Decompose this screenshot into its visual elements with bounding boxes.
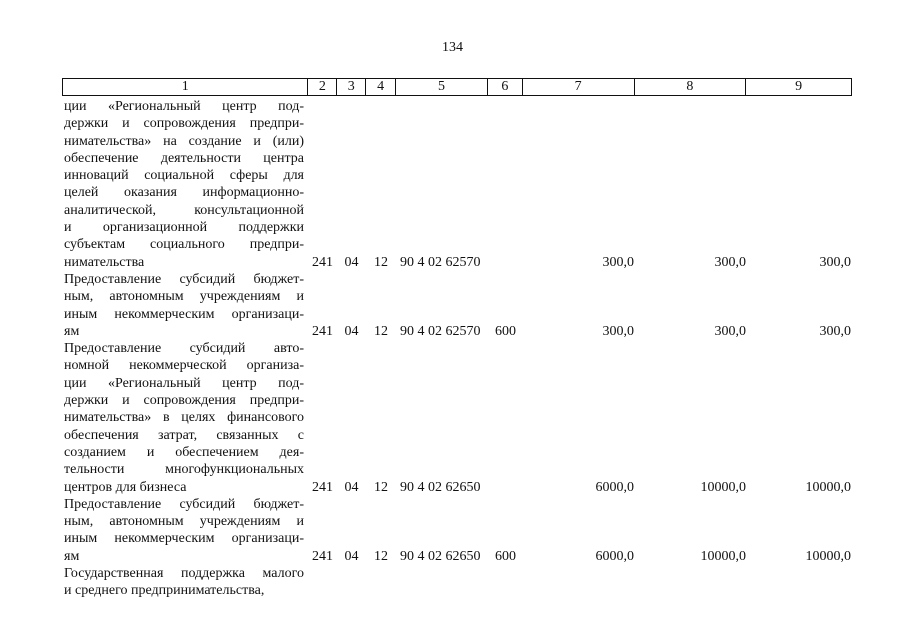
- row-description: [62, 98, 308, 271]
- header-col-7: 7: [523, 79, 635, 95]
- description-line: иным некоммерческим организаци-: [64, 531, 304, 547]
- header-col-9: 9: [795, 79, 803, 94]
- description-line: держки и сопровождения предпри-: [64, 116, 304, 132]
- description-line: Предоставление субсидий авто-: [64, 341, 304, 357]
- table-row: [62, 271, 852, 340]
- cell-col-9: 300,0: [819, 323, 851, 339]
- cell-col-4: 12: [374, 323, 388, 339]
- description-line: обеспечения затрат, связанных с: [64, 427, 304, 443]
- description-line: субъектам социального предпри-: [64, 237, 304, 253]
- cell-col-4: 12: [374, 548, 388, 564]
- description-line: иным некоммерческим организаци-: [64, 306, 304, 322]
- table-row: [62, 98, 852, 271]
- description-line: обеспечение деятельности центра: [64, 150, 304, 166]
- cell-col-7: 300,0: [602, 323, 634, 339]
- description-line: и среднего предпринимательства,: [64, 583, 265, 599]
- description-line: ным, автономным учреждениям и: [64, 289, 304, 305]
- row-description: [62, 565, 308, 600]
- cell-col-5: 90 4 02 62570: [400, 254, 481, 270]
- cell-col-3: 04: [344, 323, 359, 339]
- table-header: [62, 78, 852, 96]
- description-line: центров для бизнеса: [64, 479, 187, 495]
- description-line: нимательства» в целях финансового: [64, 410, 304, 426]
- cell-col-2: 241: [312, 479, 333, 495]
- header-col-8: 8: [635, 79, 747, 95]
- cell-col-9: 10000,0: [805, 548, 851, 564]
- cell-col-2: 241: [312, 548, 333, 564]
- cell-col-8: 10000,0: [700, 479, 746, 495]
- description-line: ции «Региональный центр под-: [64, 375, 304, 391]
- description-line: Предоставление субсидий бюджет-: [64, 271, 304, 287]
- header-col-5: 5: [396, 79, 488, 95]
- description-line: аналитической, консультационной: [64, 202, 304, 218]
- description-line: ным, автономным учреждениям и: [64, 514, 304, 530]
- page-number: 134: [442, 40, 463, 55]
- cell-col-2: 241: [312, 323, 333, 339]
- description-line: ям: [64, 323, 80, 339]
- cell-col-6: 600: [495, 323, 516, 339]
- cell-col-8: 300,0: [714, 323, 746, 339]
- cell-col-7: 300,0: [602, 254, 634, 270]
- description-line: целей оказания информационно-: [64, 185, 304, 201]
- cell-col-5: 90 4 02 62650: [400, 548, 481, 564]
- cell-col-7: 6000,0: [595, 479, 634, 495]
- description-line: тельности многофункциональных: [64, 462, 304, 478]
- header-col-2: 2: [308, 79, 337, 95]
- cell-col-6: 600: [495, 548, 516, 564]
- table-body: [62, 98, 852, 600]
- cell-col-5: 90 4 02 62650: [400, 479, 481, 495]
- row-description: [62, 271, 308, 340]
- cell-col-2: 241: [312, 254, 333, 270]
- description-line: ям: [64, 548, 80, 564]
- table-row: [62, 496, 852, 565]
- cell-col-4: 12: [374, 254, 388, 270]
- table-row: [62, 565, 852, 600]
- header-col-6: 6: [488, 79, 523, 95]
- cell-col-4: 12: [374, 479, 388, 495]
- description-line: нимательства» на создание и (или): [64, 133, 304, 149]
- cell-col-8: 300,0: [714, 254, 746, 270]
- cell-col-9: 300,0: [819, 254, 851, 270]
- description-line: Государственная поддержка малого: [64, 566, 304, 582]
- header-col-4: 4: [366, 79, 396, 95]
- description-line: нимательства: [64, 254, 145, 270]
- cell-col-3: 04: [344, 479, 359, 495]
- cell-col-3: 04: [344, 254, 359, 270]
- row-description: [62, 340, 308, 496]
- cell-col-8: 10000,0: [700, 548, 746, 564]
- description-line: ции «Региональный центр под-: [64, 99, 304, 114]
- description-line: и организационной поддержки: [64, 220, 304, 236]
- cell-col-3: 04: [344, 548, 359, 564]
- description-line: инноваций социальной сферы для: [64, 168, 304, 184]
- cell-col-7: 6000,0: [595, 548, 634, 564]
- header-col-3: 3: [337, 79, 366, 95]
- cell-col-9: 10000,0: [805, 479, 851, 495]
- cell-col-5: 90 4 02 62570: [400, 323, 481, 339]
- row-description: [62, 496, 308, 565]
- description-line: созданием и обеспечением дея-: [64, 444, 304, 460]
- description-line: Предоставление субсидий бюджет-: [64, 496, 304, 512]
- table-row: [62, 340, 852, 496]
- description-line: номной некоммерческой организа-: [64, 358, 304, 374]
- header-col-1: 1: [63, 79, 308, 95]
- description-line: держки и сопровождения предпри-: [64, 393, 304, 409]
